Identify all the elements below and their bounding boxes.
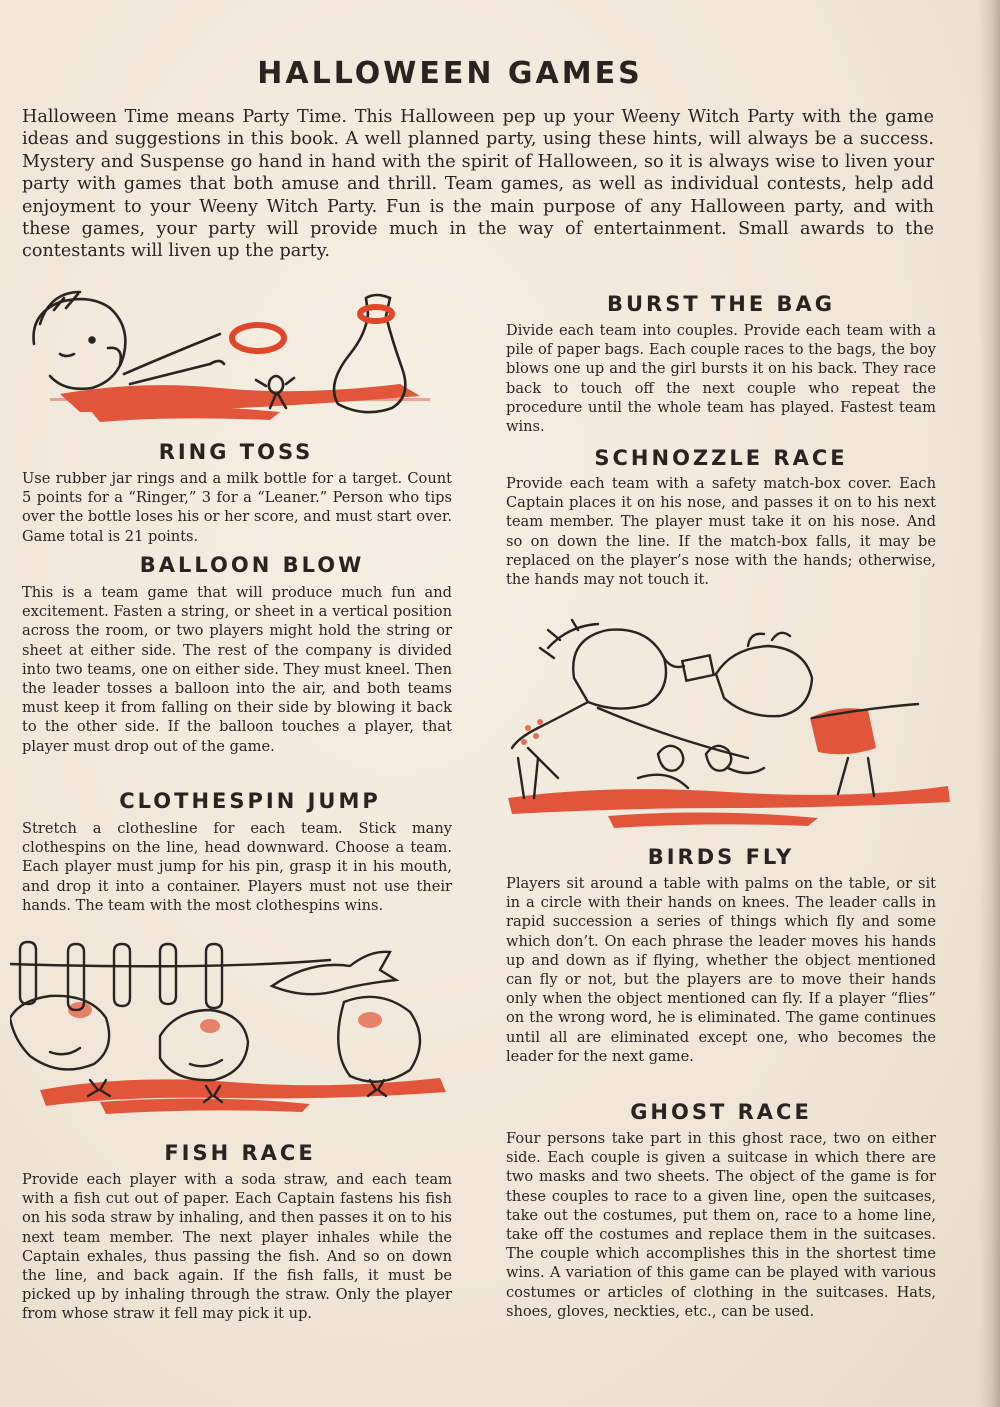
intro-paragraph: Halloween Time means Party Time. This Halloween pep up your Weeny Witch Party with the game ideas and suggestions in this book. A well planned party, using these hints, will always be a success. Mystery and Suspense go hand in hand with the spirit of Halloween, so it is always wise to liven your party with games that both amuse and thrill. Team games, as well as individual contests, help add enjoyment to your Weeny Witch Party. Fun is the main purpose of any Halloween party, and with these games, your party will provide much in the way of entertainment. Small awards to the contestants will liven up the party.: [22, 107, 934, 262]
ring-toss-text: Use rubber jar rings and a milk bottle for a target. Count 5 points for a “Ringer,” 3 for a “Leaner.” Person who tips over the bottle loses his or her score, and must start over. Game total is 21 points.: [22, 470, 452, 545]
burst-the-bag-text: Divide each team into couples. Provide each team with a pile of paper bags. Each couple races to the bags, the boy blows one up and the girl bursts it on his back. They race back to touch off the next couple who repeat the procedure until the whole team has played. Fastest team wins.: [506, 322, 936, 436]
fish-race-text: Provide each player with a soda straw, and each team with a fish cut out of paper. Each Captain fastens his fish on his soda straw by inhaling, and then passes it on to his next team member. The next player inhales while the Captain exhales, thus passing the fish. And so on down the line, and back again. If the fish falls, it must be picked up by inhaling through the straw. Only the player from whose straw it fell may pick it up.: [22, 1171, 452, 1323]
page-title: HALLOWEEN GAMES: [257, 56, 643, 91]
birds-fly-heading: BIRDS FLY: [647, 845, 795, 869]
schnozzle-race-illustration: [488, 618, 958, 838]
ring-toss-illustration: [20, 284, 460, 434]
ring-toss-heading: RING TOSS: [158, 440, 314, 464]
clothespin-jump-text: Stretch a clothesline for each team. Stick many clothespins on the line, head downward. Choose a team. Each player must jump for his pin, grasp it in his mouth, and drop it into a container. Players must not use their hands. The team with the most clothespins wins.: [22, 820, 452, 914]
balloon-blow-heading: BALLOON BLOW: [139, 553, 365, 577]
birds-fly-text: Players sit around a table with palms on the table, or sit in a circle with their hands on knees. The leader calls in rapid succession a series of things which fly and some which don’t. On each phrase the leader moves his hands up and down as if flying, whether the object mentioned can fly or not, but the players are to move their hands only when the object mentioned can fly. If a player “flies” on the wrong word, he is eliminated. The game continues until all are eliminated except one, who becomes the leader for the next game.: [506, 875, 936, 1065]
schnozzle-race-heading: SCHNOZZLE RACE: [594, 446, 848, 470]
fish-race-illustration: [10, 940, 460, 1130]
ghost-race-heading: GHOST RACE: [630, 1100, 812, 1124]
clothespin-jump-heading: CLOTHESPIN JUMP: [119, 789, 381, 813]
page-edge-shadow: [978, 0, 1000, 1407]
fish-race-heading: FISH RACE: [164, 1141, 316, 1165]
burst-the-bag-heading: BURST THE BAG: [606, 292, 836, 316]
balloon-blow-text: This is a team game that will produce much fun and excitement. Fasten a string, or sheet in a vertical position across the room, or two players might hold the string or sheet at either side. The rest of the company is divided into two teams, one on either side. They must kneel. Then the leader tosses a balloon into the air, and both teams must keep it from falling on their side by blowing it back to the other side. If the balloon touches a player, that player must drop out of the game.: [22, 584, 452, 755]
ghost-race-text: Four persons take part in this ghost race, two on either side. Each couple is given a suitcase in which there are two masks and two sheets. The object of the game is for these couples to race to a given line, open the suitcases, take out the costumes, put them on, race to a home line, take off the costumes and replace them in the suitcases. The couple which accomplishes this in the shortest time wins. A variation of this game can be played with various costumes or articles of clothing in the suitcases. Hats, shoes, gloves, neckties, etc., can be used.: [506, 1130, 936, 1320]
schnozzle-race-text: Provide each team with a safety match-box cover. Each Captain places it on his nose, and passes it on to his next team member. The player must take it on his nose. And so on down the line. If the match-box falls, it may be replaced on the player’s nose with the hands; otherwise, the hands may not touch it.: [506, 475, 936, 589]
